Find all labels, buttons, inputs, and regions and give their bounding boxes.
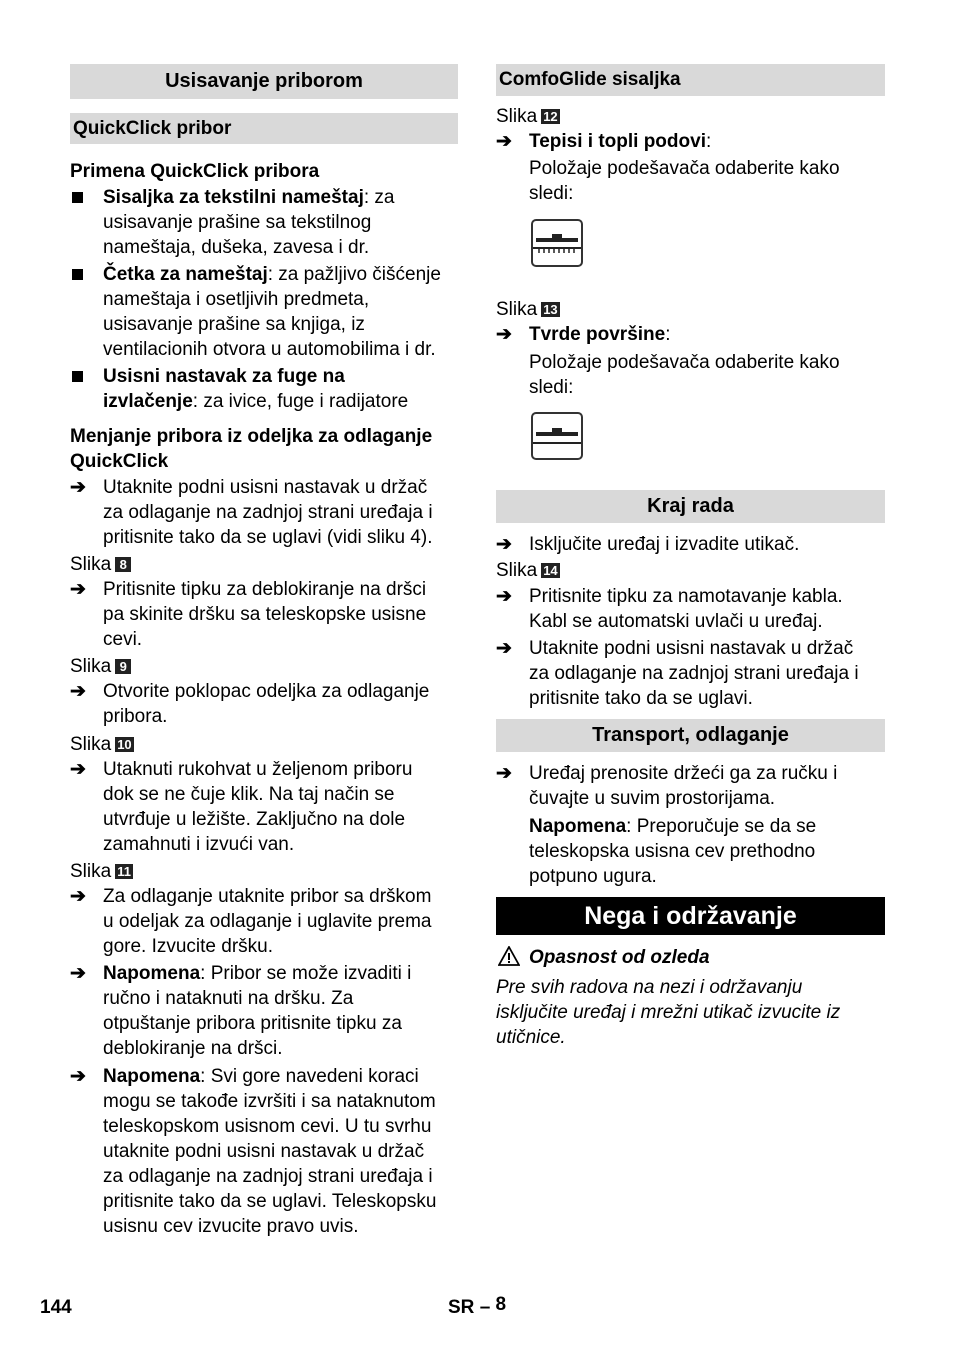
step-text: Kabl se automatski uvlači u uređaj. [529, 611, 823, 632]
bullet-bold: Četka za nameštaj [103, 264, 268, 285]
step-text: Položaje podešavača odaberite kako [529, 158, 840, 179]
arrow-right-icon: ➔ [70, 1066, 86, 1087]
square-bullet-icon [72, 371, 83, 382]
arrow-right-icon: ➔ [70, 759, 86, 780]
step-text: Otvorite poklopac odeljka za odlaganje [103, 681, 430, 702]
figure-ref: Slika 11 [70, 861, 131, 882]
carpet-bold: Tepisi i topli podovi [529, 131, 706, 152]
step-text: Utaknuti rukohvat u željenom priboru [103, 759, 413, 780]
bullet-text: nameštaja i osetljivih predmeta, [103, 289, 370, 310]
bullet-text: ventilacionih otvora u automobilima i dr. [103, 339, 436, 360]
warning-triangle-icon [498, 946, 520, 966]
arrow-right-icon: ➔ [496, 586, 512, 607]
figure-number-badge: 11 [117, 864, 131, 879]
page-number: 144 [40, 1297, 72, 1318]
square-bullet-icon [72, 192, 83, 203]
bullet-bold: Usisni nastavak za fuge na [103, 366, 345, 387]
figure-ref: Slika 14 [496, 560, 558, 581]
arrow-right-icon: ➔ [496, 131, 512, 152]
step-text: pritisnite tako da se uglavi. [529, 688, 753, 709]
step-text: : Preporučuje se da se [626, 816, 817, 837]
figure-ref: Slika 12 [496, 106, 558, 127]
bullet-text: usisavanje prašine sa knjiga, iz [103, 314, 365, 335]
section-title-text: Transport, odlaganje [592, 724, 789, 746]
danger-text: isključite uređaj i mrežni utikač izvucite iz [496, 1002, 841, 1023]
figure-ref: Slika 13 [496, 299, 558, 320]
section-title-usisavanje [70, 64, 458, 99]
step-text: Za odlaganje utaknite pribor sa drškom [103, 886, 432, 907]
bullet-bold: Sisaljka za tekstilni nameštaj [103, 187, 364, 208]
step-text: ručno i nataknuti na dršku. Za [103, 988, 354, 1009]
step-text: Uređaj prenosite držeći ga za ručku i [529, 763, 838, 784]
step-text: usisnu cev izvucite pravo uvis. [103, 1216, 359, 1237]
arrow-right-icon: ➔ [70, 477, 86, 498]
bullet-bold: izvlačenje [103, 391, 193, 412]
step-text: : Svi gore navedeni koraci [200, 1066, 419, 1087]
step-text: pritisnite tako da se uglavi. Teleskopsku [103, 1191, 437, 1212]
section-title-transport [496, 719, 885, 752]
step-text: utaknite podni usisni nastavak u držač [103, 1141, 425, 1162]
step-text: potpuno ugura. [529, 866, 657, 887]
arrow-right-icon: ➔ [70, 886, 86, 907]
step-text: zamahnuti i izvući van. [103, 834, 295, 855]
step-text: Utaknite podni usisni nastavak u držač [529, 638, 854, 659]
figure-number-badge: 8 [115, 557, 131, 572]
arrow-right-icon: ➔ [496, 763, 512, 784]
step-text: teleskopska usisna cev prethodno [529, 841, 816, 862]
bullet-text: : za ivice, fuge i radijatore [192, 391, 409, 412]
step-text: pritisnite tako da se uglavi (vidi sliku 4). [103, 527, 433, 548]
figure-ref: Slika 8 [70, 552, 458, 577]
figure-number-badge: 9 [115, 659, 131, 674]
danger-text: utičnice. [496, 1027, 566, 1048]
slider-setting-icon [531, 412, 583, 460]
step-text: Utaknite podni usisni nastavak u držač [103, 477, 428, 498]
sub-page-number: 8 [495, 1294, 507, 1315]
step-text: Pritisnite tipku za namotavanje kabla. [529, 586, 843, 607]
square-bullet-icon [72, 269, 83, 280]
arrow-right-icon: ➔ [496, 324, 512, 345]
step-text: sledi: [529, 377, 574, 398]
step-text: gore. Izvucite dršku. [103, 936, 274, 957]
lang-code: SR [448, 1297, 475, 1318]
figure-number-badge: 14 [543, 563, 558, 578]
footer-lang [448, 1294, 507, 1319]
bullet-text: usisavanje prašine sa tekstilnog [103, 212, 372, 233]
arrow-right-icon: ➔ [70, 963, 86, 984]
bullet-text: : za pažljivo čišćenje [267, 264, 441, 285]
figure-number-badge: 10 [117, 737, 132, 752]
figure-number-badge: 12 [543, 109, 558, 124]
step-text: čuvajte u suvim prostorijama. [529, 788, 776, 809]
subsection-title-text: QuickClick pribor [73, 117, 232, 139]
step-text: teleskopskom usisnom cevi. U tu svrhu [103, 1116, 432, 1137]
bullet-text: nameštaja, dušeka, zavesa i dr. [103, 237, 370, 258]
usage-heading: Primena QuickClick pribora [70, 161, 320, 182]
step-text: mogu se takođe izvršiti i sa nataknutom [103, 1091, 436, 1112]
subsection-title-comfoglide [496, 64, 885, 96]
note-bold: Napomena [529, 816, 627, 837]
step-text: za odlaganje na zadnjoj strani uređaja i [103, 502, 433, 523]
colon-text: : [665, 324, 671, 345]
step-text: za odlaganje na zadnjoj strani uređaja i [529, 663, 859, 684]
step-text: pribora. [103, 706, 168, 727]
figure-ref: Slika 10 [70, 734, 132, 755]
arrow-right-icon: ➔ [70, 681, 86, 702]
note-bold: Napomena [103, 1066, 201, 1087]
step-text: dok se ne čuje klik. Na taj način se [103, 784, 395, 805]
step-text: otpuštanje pribora pritisnite tipku za [103, 1013, 402, 1034]
colon-text: : [705, 131, 712, 152]
subsection-title-quickclick [70, 113, 458, 144]
step-text: sledi: [529, 183, 574, 204]
arrow-right-icon: ➔ [496, 534, 512, 555]
step-text: pa skinite dršku sa teleskopske usisne [103, 604, 427, 625]
step-text: : Pribor se može izvaditi i [200, 963, 412, 984]
danger-text: Pre svih radova na nezi i održavanju [496, 977, 803, 998]
section-title-text: Usisavanje priborom [165, 70, 363, 92]
step-text: Položaje podešavača odaberite kako [529, 352, 840, 373]
danger-title: Opasnost od ozleda [529, 947, 710, 968]
footer-dash: – [479, 1297, 491, 1318]
step-text: za odlaganje na zadnjoj strani uređaja i [103, 1166, 433, 1187]
subsection-title-text: ComfoGlide sisaljka [499, 69, 681, 90]
change-heading: QuickClick [70, 451, 169, 472]
step-text: deblokiranje na dršci. [103, 1038, 283, 1059]
bullet-text: : za [363, 187, 395, 208]
section-title-text: Kraj rada [647, 495, 734, 517]
step-text: cevi. [103, 629, 143, 650]
note-bold: Napomena [103, 963, 201, 984]
slider-setting-icon [531, 219, 583, 267]
arrow-right-icon: ➔ [496, 638, 512, 659]
chapter-title-banner [496, 897, 885, 935]
step-text: Isključite uređaj i izvadite utikač. [529, 534, 800, 555]
hard-floor-bold: Tvrde površine [529, 324, 666, 345]
section-title-kraj-rada [496, 490, 885, 523]
step-text: utvrđuje u ležište. Zaključno na dole [103, 809, 406, 830]
step-text: u odeljak za odlaganje i uglavite prema [103, 911, 432, 932]
step-text: Pritisnite tipku za deblokiranje na dršci [103, 579, 427, 600]
arrow-right-icon: ➔ [70, 579, 86, 600]
figure-number-badge: 13 [543, 302, 558, 317]
change-heading: Menjanje pribora iz odeljka za odlaganje [70, 426, 433, 447]
chapter-title-text: Nega i održavanje [584, 901, 797, 930]
figure-ref: Slika 9 [70, 654, 458, 679]
